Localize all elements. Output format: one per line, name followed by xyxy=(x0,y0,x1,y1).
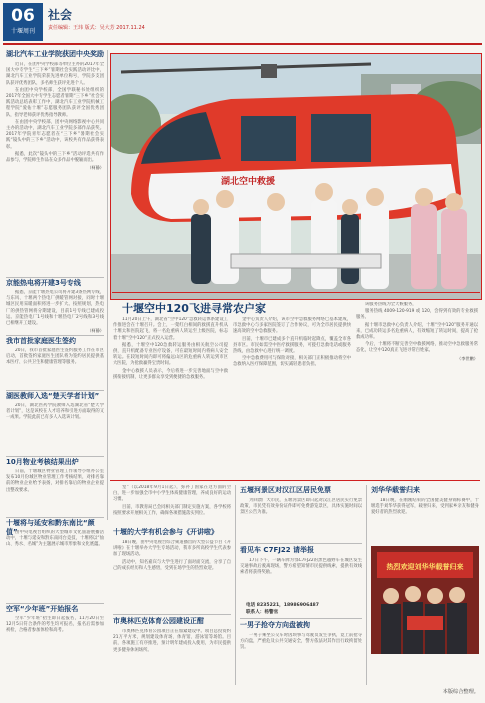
left-rule-5 xyxy=(6,517,104,518)
bottom-article-12 xyxy=(240,633,362,685)
left-rule-6 xyxy=(6,603,104,604)
bottom-headline-9: 市奥林匹克体育公园建设正酣 xyxy=(113,617,204,625)
bottom-divider-1 xyxy=(235,485,236,685)
main-col2-p1: 金中心负责人介绍，该市空中急救服务网络已基本建成，市急救中心与多家医院签订了合作协议，可为全市居民提供快速高效的空中急救服务。 xyxy=(233,317,351,335)
left-rule-4 xyxy=(6,456,104,457)
main-col3-p1: 该服务热线为全天候服务， xyxy=(365,302,417,307)
left-article-2 xyxy=(6,290,104,333)
bottom-article-11-p1: 17日下午，一辆车牌为鄂C7FJ22的黑色越野车在城区发生交通事故后驶离现场，警方希望知情市民提供线索，提供有效线索者将获得奖励。 xyxy=(240,558,362,576)
left-rule-2 xyxy=(6,335,104,336)
left-article-2-byline: （柯静） xyxy=(87,328,104,333)
bottom-headline-12: 一男子抢夺方向盘被拘 xyxy=(240,621,310,629)
left-article-4 xyxy=(6,403,104,451)
main-col2-p3: 空中急救费用可与保险对接，相关部门正积极推动将空中急救纳入医疗保障范围，切实减轻患者负担。 xyxy=(233,356,351,368)
left-column-divider xyxy=(107,50,108,520)
bottom-rule-3 xyxy=(240,618,362,619)
left-article-1-p2: 在由团中央学校部、全国学联秘书处组织的2017年全国大中专学生志愿者暑期“三下乡”社会实践活动总结表彰工作中，湖北汽车工业学院机械工程学院“爱佑十堰”志愿服务团队获评全国优秀团队，指导老师获评优秀指导教师。 xyxy=(6,87,104,118)
left-headline-7: 空军“少年班”开始报名 xyxy=(6,605,79,613)
left-article-1-byline: （柯静） xyxy=(87,165,104,171)
left-headline-4: 湖医教师入选“楚天学者计划” xyxy=(6,392,100,400)
main-col3-p4: 今后，十堰将不断完善空中救援网络，推动空中急救服务常态化，让空中120真正飞进寻常百姓家。 xyxy=(356,342,478,354)
helicopter-photo xyxy=(110,53,482,300)
left-article-1 xyxy=(6,62,104,274)
left-article-6 xyxy=(6,530,104,600)
left-rule-3 xyxy=(6,390,104,391)
main-col3-p2: 服务热线 4009-120-919 或 120，会得到有效的专业救援服务。 xyxy=(356,309,478,321)
left-article-5-p1: 日前，十堰城区物业管理工作领导小组办公室发布10月份城区物业管理工作考核结果，对排名靠前的物业企业给予表扬，对排名靠后的物业企业提出整改要求。 xyxy=(6,469,104,493)
bottom-article-8-p2: 活动中，知名嘉宾与大学生进行了面对面交流，分享了自己的成长经历和人生感悟，受到在场学生的热烈欢迎。 xyxy=(113,559,231,571)
contact-phone: 电话 8235221，18986906487 xyxy=(246,603,319,608)
left-article-7-p1: 空军“少年班”招生即日起报名，11月20日至12月5日符合条件的考生均可报名，报名后需参加初检，合格者参加体检和高考。 xyxy=(6,616,104,634)
bottom-headline-13: 刘华华载誉归来 xyxy=(371,486,420,494)
main-article-title: 十堰空中120飞进寻常农户家 xyxy=(122,302,266,315)
bottom-article-11 xyxy=(240,558,362,600)
left-headline-5: 10月物业考核结果出炉 xyxy=(6,458,79,466)
main-article-byline: （李世鹏） xyxy=(457,355,478,361)
contact-person: 联系人：杨警官 xyxy=(246,610,279,615)
bottom-rule-2 xyxy=(240,543,362,544)
welcome-photo-drawing xyxy=(371,546,479,654)
main-article-bottom-rule xyxy=(110,480,480,481)
bottom-article-9-p1: 市奥林匹克体育公园项目正在加紧建设中。项目总投资约21万平方米，规划建设体育场、体育馆、游泳馆等场馆。目前，各项施工有序推进，预计明年建成投入使用，为市民提供更多健身休闲场所。 xyxy=(113,629,231,653)
main-article-col3 xyxy=(356,302,478,475)
main-col1-p2: 据悉，十堰空中120急救转运服务由相关航空公司提供，直升机配备专业医疗设备，可在最短时间内将病人安全转运。在较短时间内即可将偏远山区的危重病人转运到市区大医院，为抢救赢得宝贵时间。 xyxy=(113,342,228,367)
bottom-intro-p2: 目前，市教育局已会同相关部门制定实施方案，各学校将按照要求开展相关工作，确保各项措施落实到位。 xyxy=(113,504,231,516)
left-headline-3: 我市首批家庭医生签约 xyxy=(6,337,76,345)
left-article-7 xyxy=(6,616,104,696)
left-article-5 xyxy=(6,469,104,514)
bottom-rule-1 xyxy=(113,614,231,615)
page-number: 06 xyxy=(11,6,35,26)
bottom-divider-2 xyxy=(366,485,367,685)
main-article-col2 xyxy=(233,317,351,475)
paper-name: 十堰周刊 xyxy=(10,28,35,35)
bottom-headline-11: 看见车 C7FJ22 请举报 xyxy=(240,546,315,554)
bottom-article-12-p1: 一男子乘坐公交车时因琐事与驾驶员发生争执，竟上前抢夺方向盘，严重危及公共交通安全，警方依法对其作出行政拘留处罚。 xyxy=(240,633,362,651)
main-article-col1 xyxy=(113,317,228,475)
bottom-article-13 xyxy=(371,498,479,543)
left-article-3 xyxy=(6,348,104,386)
left-article-6-p1: 由中央电视台组织的大型城市文化旅游展播活动中，十堰与延安和黔东南同台竞技，十堰将以“仙山、秀水、名城”为主题展示城市形象和文化底蕴。 xyxy=(6,530,104,548)
bottom-headline-10: 五堰河景区对汉江区居民免票 xyxy=(240,486,331,494)
main-col1-p3: 金中心救援人员表示，今后将进一步完善地面与空中救援衔接机制，让更多群众享受到便捷的急救服务。 xyxy=(113,368,228,380)
main-col2-p2: 目前，十堰市已建成多个直升机临时起降点，覆盖全市各县市区。市民如需空中医疗救援服务，可拨打急救电话或服务热线，由急救中心进行统一调度。 xyxy=(233,336,351,355)
left-article-2-p1: 据悉，京能十堰热电公司将开建3条热网专线，与东风、十堰两个热电厂供暖管网对接，同时十堰城区民用采暖面积将进一步扩大。按照规划，热电厂的供热管网将分期建设，目前1号专线已建成投运。京能热电厂1号线和十堰热电厂2号线和3号线已相继开工建设。 xyxy=(6,290,104,327)
bottom-article-10 xyxy=(240,498,362,540)
helicopter-marking: 湖北空中救援 xyxy=(221,177,276,187)
left-headline-1: 湖北汽车工业学院获团中央奖励 xyxy=(6,50,104,58)
left-article-4-p1: 20日，湖北医药学院教师入选湖北省“楚天学者计划”，这是该校在人才培养和引进方面取得的又一成果。学院此前已有多人入选该计划。 xyxy=(6,403,104,421)
welcome-banner: 热烈欢迎刘华华载誉归来 xyxy=(386,563,464,571)
main-title-rule xyxy=(112,292,480,293)
left-headline-6: 十堰将与延安和黔东南比“颜值” xyxy=(6,519,95,536)
section-title: 社会 xyxy=(48,8,73,22)
bottom-headline-8: 十堰的大学有机会参与《开讲啦》 xyxy=(113,528,218,536)
main-col1-p1: 11月20日上午，湖北省“空中120”急救转运体系建设工作推进会在十堰召开。会上，一架红白相间的救援直升机从十堰太和医院起飞，将一名危重病人转运至上级医院，标志着十堰“空中120”正式投入运营。 xyxy=(113,317,228,341)
bottom-article-8-p1: 18日晚，由中央电视台综合频道播出的大型公益节目《开讲啦》在十堰举办大学生专场活动，我市多所高校学生代表参加了现场活动。 xyxy=(113,540,231,558)
left-article-1-p4: 据悉，此次“镜头中的三下乡”活动评选共有作品参与，学院师生作品在众多作品中脱颖而出。 xyxy=(6,151,104,164)
bottom-article-8 xyxy=(113,540,231,610)
left-rule-1 xyxy=(6,277,104,278)
bottom-intro-p1: 堂”（以2018年9月1日起），弥补了国家在这方面的空白，进一步加强全市中小学生体质健康管理，养成良好的运动习惯。 xyxy=(113,485,231,503)
bottom-article-10-p1: 为回馈广大市民，五堰河景区即日起对汉江区居民实行免票政策，市民凭有效身份证件即可免费游览景区，具体实施时间以景区公告为准。 xyxy=(240,498,362,516)
left-headline-2: 京能热电将开建3号专线 xyxy=(6,279,81,287)
welcome-photo xyxy=(371,546,479,654)
editor-credits: 责任编辑：王玮 版式：吴大芳 2017.11.24 xyxy=(48,25,145,31)
footer-note: 本版综合整理。 xyxy=(442,689,479,695)
page-number-badge xyxy=(3,3,43,41)
bottom-article-9 xyxy=(113,629,231,689)
left-article-3-p1: 20日，我市首批家庭医生签约服务工作在市区启动，首批签约家庭医生团队将为签约居民提供基本医疗、公共卫生和健康管理等服务。 xyxy=(6,348,104,366)
bottom-article-13-p1: 18日晚，在刚刚结束的全国健美健身锦标赛中，十堰选手刘华华获得冠军，载誉归来，受到家乡亲友和健身爱好者的热烈欢迎。 xyxy=(371,498,479,516)
left-article-1-p1: 近日，在团中央学校部等单位主办的2017年全国大中专学生“三下乡”暑期社会实践活动评比中，湖北汽车工业学院荣获先进单位称号，学院多支团队获评优秀团队，多名师生获评先进个人。 xyxy=(6,62,104,86)
left-article-1-p3: 在由团中央学校部、团中央网络影视中心共同主办的活动中，湖北汽车工业学院多部作品获奖。2017年学院青年志愿者在“三下乡”暑期社会实践“镜头中的三下乡”活动中，该校共有作品获得表彰。 xyxy=(6,119,104,150)
main-col3-p3: 据十堰市急救中心负责人介绍，十堰“空中120”服务开通以来，已成功转运多名危重病人，有效缩短了转运时间，提高了抢救成功率。 xyxy=(356,322,478,341)
header-rule xyxy=(3,43,482,45)
bottom-intro xyxy=(113,485,231,523)
helicopter-photo-drawing xyxy=(111,54,481,299)
